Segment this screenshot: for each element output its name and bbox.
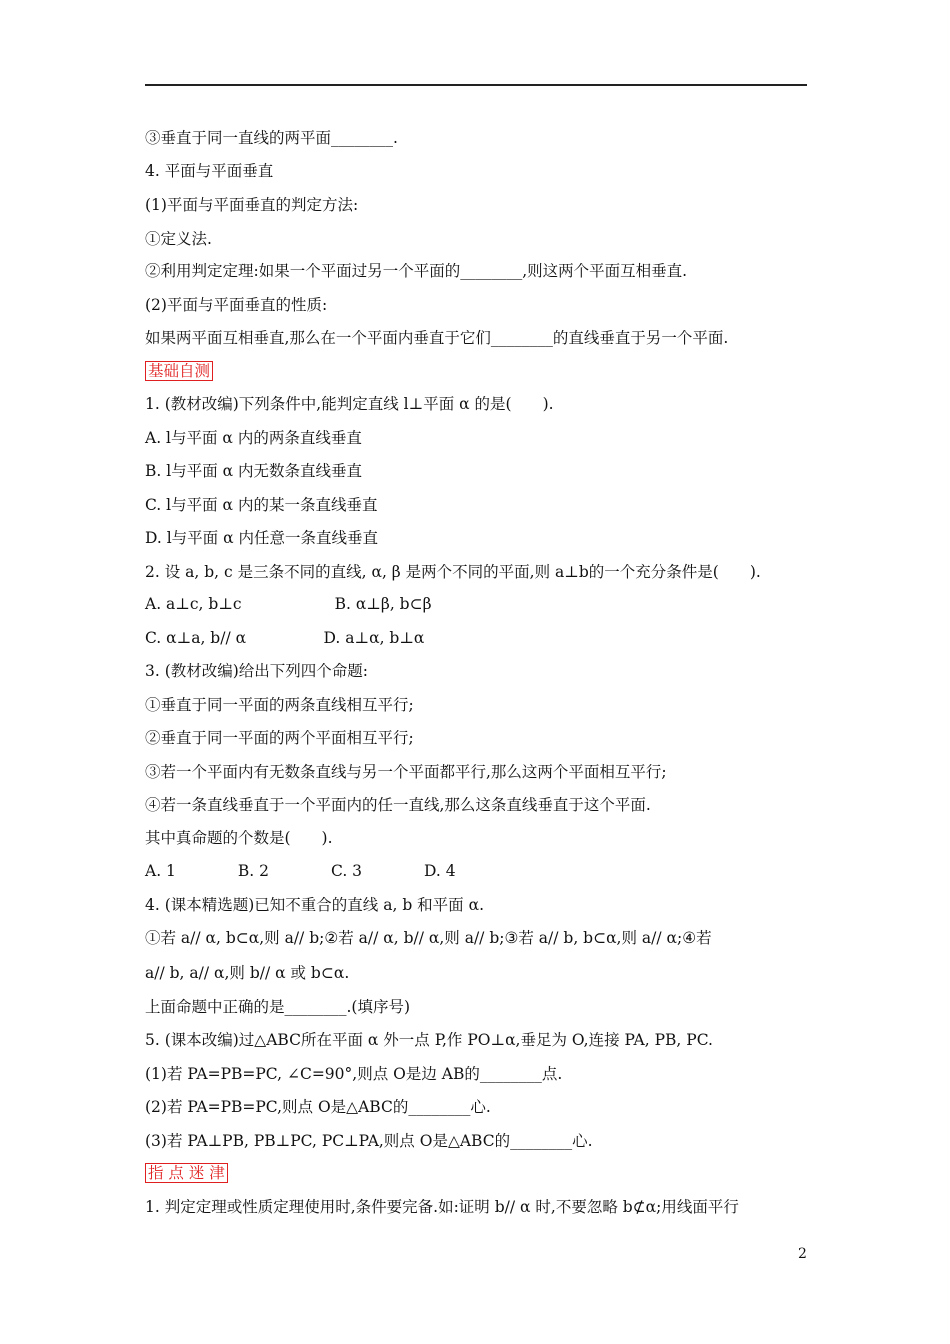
text-line: (2)若 PA=PB=PC,则点 O是△ABC的________心. [145,1098,491,1116]
text-line: ③垂直于同一直线的两平面________. [145,129,398,147]
text-line: (2)平面与平面垂直的性质: [145,296,328,314]
text-line: 如果两平面互相垂直,那么在一个平面内垂直于它们________的直线垂直于另一个平面. [145,329,729,347]
question-line: 2. 设 a, b, c 是三条不同的直线, α, β 是两个不同的平面,则 a⊥b的一个充分条件是( ). [145,563,761,581]
text-line: (1)若 PA=PB=PC, ∠C=90°,则点 O是边 AB的________点. [145,1065,563,1083]
header-rule [145,84,807,86]
text-line: (3)若 PA⊥PB, PB⊥PC, PC⊥PA,则点 O是△ABC的________心. [145,1132,593,1150]
section-heading: 4. 平面与平面垂直 [145,162,274,180]
text-line: ③若一个平面内有无数条直线与另一个平面都平行,那么这两个平面相互平行; [145,763,667,781]
text-line: 上面命题中正确的是________.(填序号) [145,998,411,1016]
option-line: C. l与平面 α 内的某一条直线垂直 [145,496,378,514]
question-line: 5. (课本改编)过△ABC所在平面 α 外一点 P,作 PO⊥α,垂足为 O,连接 PA, PB, PC. [145,1031,713,1049]
text-line: ①定义法. [145,230,212,248]
text-line: 1. 判定定理或性质定理使用时,条件要完备.如:证明 b// α 时,不要忽略 b⊄α;用线面平行 [145,1198,739,1216]
basic-self-test-heading: 基础自测 [145,361,213,381]
text-line: ①垂直于同一平面的两条直线相互平行; [145,696,414,714]
text-line: a// b, a// α,则 b// α 或 b⊂α. [145,964,350,982]
question-line: 4. (课本精选题)已知不重合的直线 a, b 和平面 α. [145,896,485,914]
tips-heading: 指 点 迷 津 [145,1163,228,1183]
option-line: A. 1 B. 2 C. 3 D. 4 [145,862,456,880]
question-line: 1. (教材改编)下列条件中,能判定直线 l⊥平面 α 的是( ). [145,395,554,413]
text-line: ②利用判定定理:如果一个平面过另一个平面的________,则这两个平面互相垂直. [145,262,688,280]
option-line: A. a⊥c, b⊥c B. α⊥β, b⊂β [145,595,432,613]
page-number: 2 [798,1246,807,1262]
text-line: (1)平面与平面垂直的判定方法: [145,196,359,214]
text-line: 其中真命题的个数是( ). [145,829,333,847]
text-line: ②垂直于同一平面的两个平面相互平行; [145,729,414,747]
text-line: ④若一条直线垂直于一个平面内的任一直线,那么这条直线垂直于这个平面. [145,796,651,814]
option-line: C. α⊥a, b// α D. a⊥α, b⊥α [145,629,425,647]
option-line: D. l与平面 α 内任意一条直线垂直 [145,529,379,547]
option-line: B. l与平面 α 内无数条直线垂直 [145,462,363,480]
text-line: ①若 a// α, b⊂α,则 a// b;②若 a// α, b// α,则 a// b;③若 a// b, b⊂α,则 a// α;④若 [145,929,712,947]
question-line: 3. (教材改编)给出下列四个命题: [145,662,369,680]
option-line: A. l与平面 α 内的两条直线垂直 [145,429,362,447]
